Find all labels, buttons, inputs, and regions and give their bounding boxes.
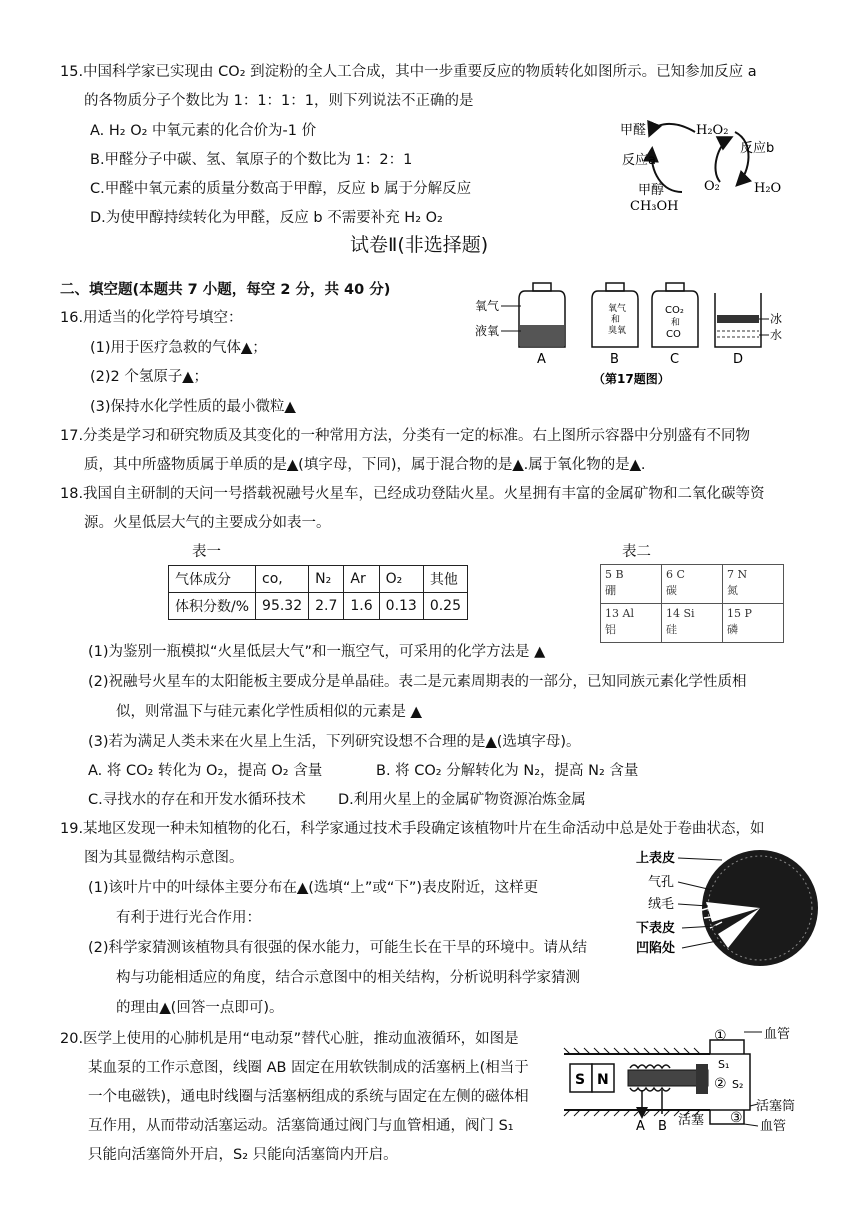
q18-part2-line1: (2)祝融号火星车的太阳能板主要成分是单晶硅。表二是元素周期表的一部分，已知同族元素化学性质相 [88, 674, 747, 690]
q18-line2: 源。火星低层大气的主要成分如表一。 [84, 515, 331, 531]
periodic-table-fragment [600, 564, 784, 643]
answer-blank[interactable]: ▲ [241, 340, 253, 356]
fig19-hair-label: 绒毛 [648, 897, 675, 912]
answer-blank[interactable]: ▲ [287, 457, 299, 473]
q15-option-d: D.为使甲醇持续转化为甲醛，反应 b 不需要补充 H₂ O₂ [90, 210, 443, 226]
fig20-number-3: ③ [730, 1110, 743, 1126]
table-cell: 0.25 [423, 593, 467, 620]
q18-part2-line2: 似，则常温下与硅元素化学性质相似的元素是 ▲ [116, 704, 422, 720]
fig15-formaldehyde-label: 甲醛 [620, 123, 647, 138]
table-header-cell: co, [256, 566, 309, 593]
fig17-a-bottom-label: 液氧 [475, 324, 500, 338]
table2-title: 表二 [622, 544, 651, 560]
fig20-cylinder-label: 活塞筒 [756, 1099, 796, 1114]
q18-option-b: B. 将 CO₂ 分解转化为 N₂，提高 N₂ 含量 [376, 763, 639, 779]
element-cell: 14 Si 硅 [662, 604, 723, 643]
table-cell: 2.7 [309, 593, 344, 620]
fig20-vessel-bottom-label: 血管 [760, 1119, 787, 1134]
fig17-a-top-label: 氧气 [475, 299, 500, 313]
table-header-cell: 气体成分 [169, 566, 256, 593]
q16-part3: (3)保持水化学性质的最小微粒▲ [90, 399, 296, 415]
answer-blank[interactable]: ▲ [512, 457, 524, 473]
fig19-lower-epidermis-label: 下表皮 [636, 921, 676, 936]
fig17-c-content-1: CO₂ [665, 305, 684, 316]
table-cell: 95.32 [256, 593, 309, 620]
q15-option-a: A. H₂ O₂ 中氧元素的化合价为-1 价 [90, 123, 317, 139]
element-cell: 7 N 氮 [723, 565, 784, 604]
q18-part1: (1)为鉴别一瓶模拟“火星低层大气”和一瓶空气，可采用的化学方法是 ▲ [88, 644, 546, 660]
q20-line4: 互作用，从而带动活塞运动。活塞筒通过阀门与血管相通，阀门 S₁ [88, 1118, 514, 1134]
fig15-h2o2-label: H₂O₂ [696, 123, 729, 138]
q16-part2: (2)2 个氢原子▲； [90, 369, 209, 385]
q15-option-c: C.甲醛中氧元素的质量分数高于甲醇，反应 b 属于分解反应 [90, 181, 472, 197]
table-cell: 体积分数/% [169, 593, 256, 620]
fig15-reaction-b-label: 反应b [740, 141, 775, 156]
fig20-vessel-top-label: 血管 [764, 1027, 791, 1042]
fig17-c-content-3: CO [666, 329, 681, 340]
q15-option-b: B.甲醛分子中碳、氢、氧原子的个数比为 1：2：1 [90, 152, 413, 168]
q20-line1: 20.医学上使用的心肺机是用“电动泵”替代心脏，推动血液循环，如图是 [60, 1031, 519, 1047]
q19-part1-line2: 有利于进行光合作用： [116, 910, 261, 926]
answer-blank[interactable]: ▲ [410, 704, 422, 720]
fig17-c-content-2: 和 [671, 318, 681, 328]
element-cell: 6 C 碳 [662, 565, 723, 604]
section2-heading: 二、填空题(本题共 7 小题，每空 2 分，共 40 分) [60, 282, 391, 298]
element-cell: 5 B 硼 [601, 565, 662, 604]
q20-line3: 一个电磁铁)，通电时线圈与活塞柄组成的系统与固定在左侧的磁体相 [88, 1089, 529, 1105]
q15-reaction-cycle-diagram [620, 112, 790, 220]
q16-stem: 16.用适当的化学符号填空： [60, 310, 243, 326]
q18-line1: 18.我国自主研制的天问一号搭载祝融号火星车，已经成功登陆火星。火星拥有丰富的金属矿物和二氧化碳等资 [60, 486, 765, 502]
answer-blank[interactable]: ▲ [485, 734, 497, 750]
q18-option-a: A. 将 CO₂ 转化为 O₂，提高 O₂ 含量 [88, 763, 323, 779]
mars-atmosphere-table [168, 565, 468, 620]
fig20-piston-label: 活塞 [678, 1113, 705, 1128]
fig15-methanol-label: 甲醇 [638, 183, 665, 198]
q19-line2: 图为其显微结构示意图。 [84, 850, 244, 866]
q15-line1: 15.中国科学家已实现由 CO₂ 到淀粉的全人工合成，其中一步重要反应的物质转化如图所示。已知参加反应 a [60, 64, 757, 80]
section-title: 试卷Ⅱ(非选择题) [350, 234, 489, 256]
fig20-number-2: ② [714, 1076, 727, 1092]
fig20-s1-label: S₁ [718, 1058, 730, 1071]
q19-part2-line3: 的理由▲(回答一点即可)。 [116, 1000, 284, 1016]
fig17-letter-a: A [537, 352, 546, 367]
q18-option-d: D.利用火星上的金属矿物资源冶炼金属 [338, 792, 586, 808]
q18-option-c: C.寻找水的存在和开发水循环技术 [88, 792, 306, 808]
q19-line1: 19.某地区发现一种未知植物的化石，科学家通过技术手段确定该植物叶片在生命活动中总是处于卷曲状态，如 [60, 821, 765, 837]
fig17-b-content: 氧气和臭氧 [608, 304, 627, 336]
fig20-number-1: ① [714, 1028, 727, 1044]
q17-line1: 17.分类是学习和研究物质及其变化的一种常用方法，分类有一定的标准。右上图所示容器中分别盛有不同物 [60, 428, 751, 444]
answer-blank[interactable]: ▲ [284, 399, 296, 415]
fig20-a-label: A [636, 1119, 645, 1134]
answer-blank[interactable]: ▲ [629, 457, 641, 473]
answer-blank[interactable]: ▲ [297, 880, 309, 896]
table-header-cell: Ar [344, 566, 379, 593]
q19-part2-line2: 构与功能相适应的角度，结合示意图中的相关结构，分析说明科学家猜测 [116, 970, 580, 986]
fig17-ice-label: 冰 [770, 312, 783, 326]
q20-line2: 某血泵的工作示意图，线圈 AB 固定在用软铁制成的活塞柄上(相当于 [88, 1060, 529, 1076]
answer-blank[interactable]: ▲ [182, 369, 194, 385]
q17-containers-figure [475, 275, 785, 390]
q19-part2-line1: (2)科学家猜测该植物具有很强的保水能力，可能生长在干旱的环境中。请从结 [88, 940, 588, 956]
q19-part1-line1: (1)该叶片中的叶绿体主要分布在▲(选填“上”或“下”)表皮附近，这样更 [88, 880, 539, 896]
table-cell: 0.13 [379, 593, 423, 620]
fig19-pit-label: 凹陷处 [636, 941, 676, 956]
q19-leaf-cross-section-figure [632, 844, 822, 972]
fig17-letter-c: C [670, 352, 680, 367]
element-cell: 15 P 磷 [723, 604, 784, 643]
table1-title: 表一 [192, 544, 221, 560]
fig20-b-label: B [658, 1119, 667, 1134]
fig20-magnet-n: N [597, 1072, 609, 1088]
fig15-reaction-a-label: 反应a [622, 153, 656, 168]
element-cell: 13 Al 铝 [601, 604, 662, 643]
q20-line5: 只能向活塞筒外开启，S₂ 只能向活塞筒内开启。 [88, 1147, 398, 1163]
table-header-cell: O₂ [379, 566, 423, 593]
fig15-o2-label: O₂ [704, 179, 720, 194]
fig19-upper-epidermis-label: 上表皮 [636, 851, 676, 866]
fig17-water-label: 水 [770, 328, 783, 342]
q18-part3: (3)若为满足人类未来在火星上生活，下列研究设想不合理的是▲(选填字母)。 [88, 734, 581, 750]
fig17-letter-b: B [610, 352, 619, 367]
q16-part1: (1)用于医疗急救的气体▲； [90, 340, 267, 356]
q20-blood-pump-figure [560, 1024, 810, 1134]
fig19-stoma-label: 气孔 [648, 875, 675, 890]
fig17-letter-d: D [733, 352, 744, 367]
table-header-cell: N₂ [309, 566, 344, 593]
fig17-caption: （第17题图） [593, 372, 670, 386]
table-header-cell: 其他 [423, 566, 467, 593]
answer-blank[interactable]: ▲ [159, 1000, 171, 1016]
table-cell: 1.6 [344, 593, 379, 620]
fig20-s2-label: S₂ [732, 1078, 744, 1091]
q17-line2: 质，其中所盛物质属于单质的是▲(填字母，下同)，属于混合物的是▲.属于氧化物的是▲. [84, 457, 646, 473]
fig15-ch3oh-label: CH₃OH [630, 199, 679, 214]
fig15-h2o-label: H₂O [754, 181, 782, 196]
fig20-magnet-s: S [575, 1072, 586, 1088]
q15-line2: 的各物质分子个数比为 1：1：1：1，则下列说法不正确的是 [84, 93, 474, 109]
